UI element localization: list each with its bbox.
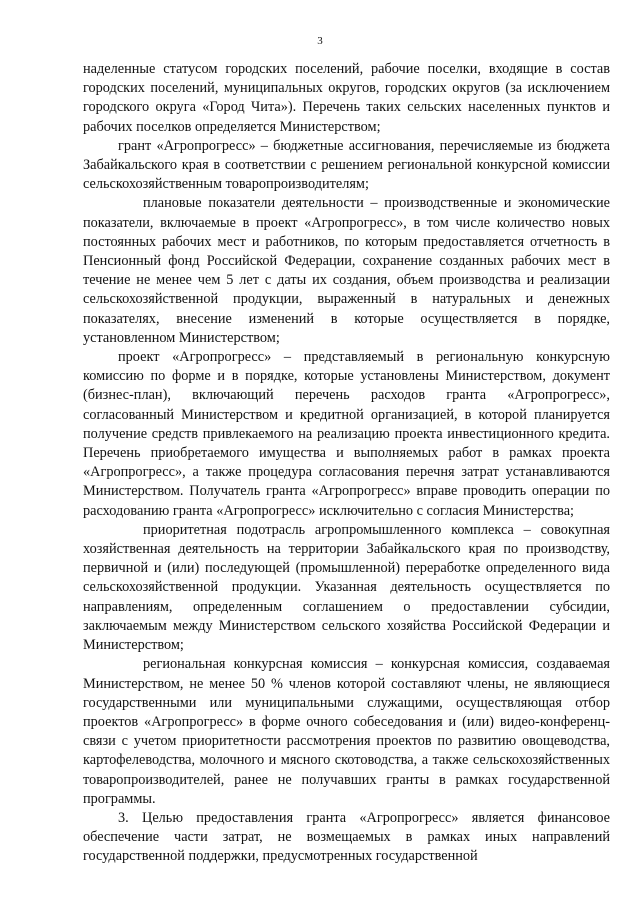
paragraph-planned-indicators: плановые показатели деятельности – производственные и экономические показатели, включаемые в проект «Агропрогресс», в том числе количество новых постоянных рабочих мест и работников, по которым предоставляется отчетность в Пенсионный фонд Российской Федерации, сохранение созданных рабочих мест в течение не менее чем 5 лет с даты их создания, объем производства и реализации сельскохозяйственной продукции, выраженный в натуральных и денежных показателях, внесение изменений в которые осуществляется в порядке, установленном Министерством; (83, 195, 610, 346)
paragraph-continuation: наделенные статусом городских поселений, рабочие поселки, входящие в состав городских поселений, муниципальных округов, городских округов (за исключением городского округа «Город Чита»). Перечень таких сельских населенных пунктов и рабочих поселков определяется Министерством; (83, 61, 610, 135)
paragraph-grant-definition: грант «Агропрогресс» – бюджетные ассигнования, перечисляемые из бюджета Забайкальского края в соответствии с решением региональной конкурсной комиссии сельскохозяйственным товаропроизводителям; (83, 137, 610, 193)
page-number: 3 (317, 35, 323, 47)
document-body (83, 60, 610, 867)
paragraph-project-definition: проект «Агропрогресс» – представляемый в региональную конкурсную комиссию по форме и в порядке, которые установлены Министерством, документ (бизнес-план), включающий перечень расходов гранта «Агропрогресс», согласованный Министерством и кредитной организацией, в которой планируется получение средств привлекаемого на реализацию проекта инвестиционного кредита. Перечень приобретаемого имущества и выполняемых работ в рамках проекта «Агропрогресс», а также процедура согласования перечня затрат устанавливаются Министерством. Получатель гранта «Агропрогресс» вправе проводить операции по расходованию гранта «Агропрогресс» исключительно с согласия Министерства; (83, 349, 610, 519)
paragraph-regional-commission: региональная конкурсная комиссия – конкурсная комиссия, создаваемая Министерством, не менее 50 % членов которой составляют члены, не являющиеся государственными или муниципальными служащими, осуществляющая отбор проектов «Агропрогресс» в форме очного собеседования и (или) видео-конференц-связи с учетом приоритетности рассмотрения проектов по развитию овощеводства, картофелеводства, молочного и мясного скотоводства, а также сельскохозяйственных товаропроизводителей, ранее не получавших гранты в рамках государственной программы. (83, 656, 610, 807)
paragraph-priority-subsector: приоритетная подотрасль агропромышленного комплекса – совокупная хозяйственная деятельность на территории Забайкальского края по производству, первичной и (или) последующей (промышленной) переработке определенного вида сельскохозяйственной продукции. Указанная деятельность осуществляется по направлениям, определенным соглашением о предоставлении субсидии, заключаемым между Министерством сельского хозяйства Российской Федерации и Министерством; (83, 521, 610, 654)
paragraph-grant-purpose: 3. Целью предоставления гранта «Агропрогресс» является финансовое обеспечение части затрат, не возмещаемых в рамках иных направлений государственной поддержки, предусмотренных государственной (83, 809, 610, 865)
